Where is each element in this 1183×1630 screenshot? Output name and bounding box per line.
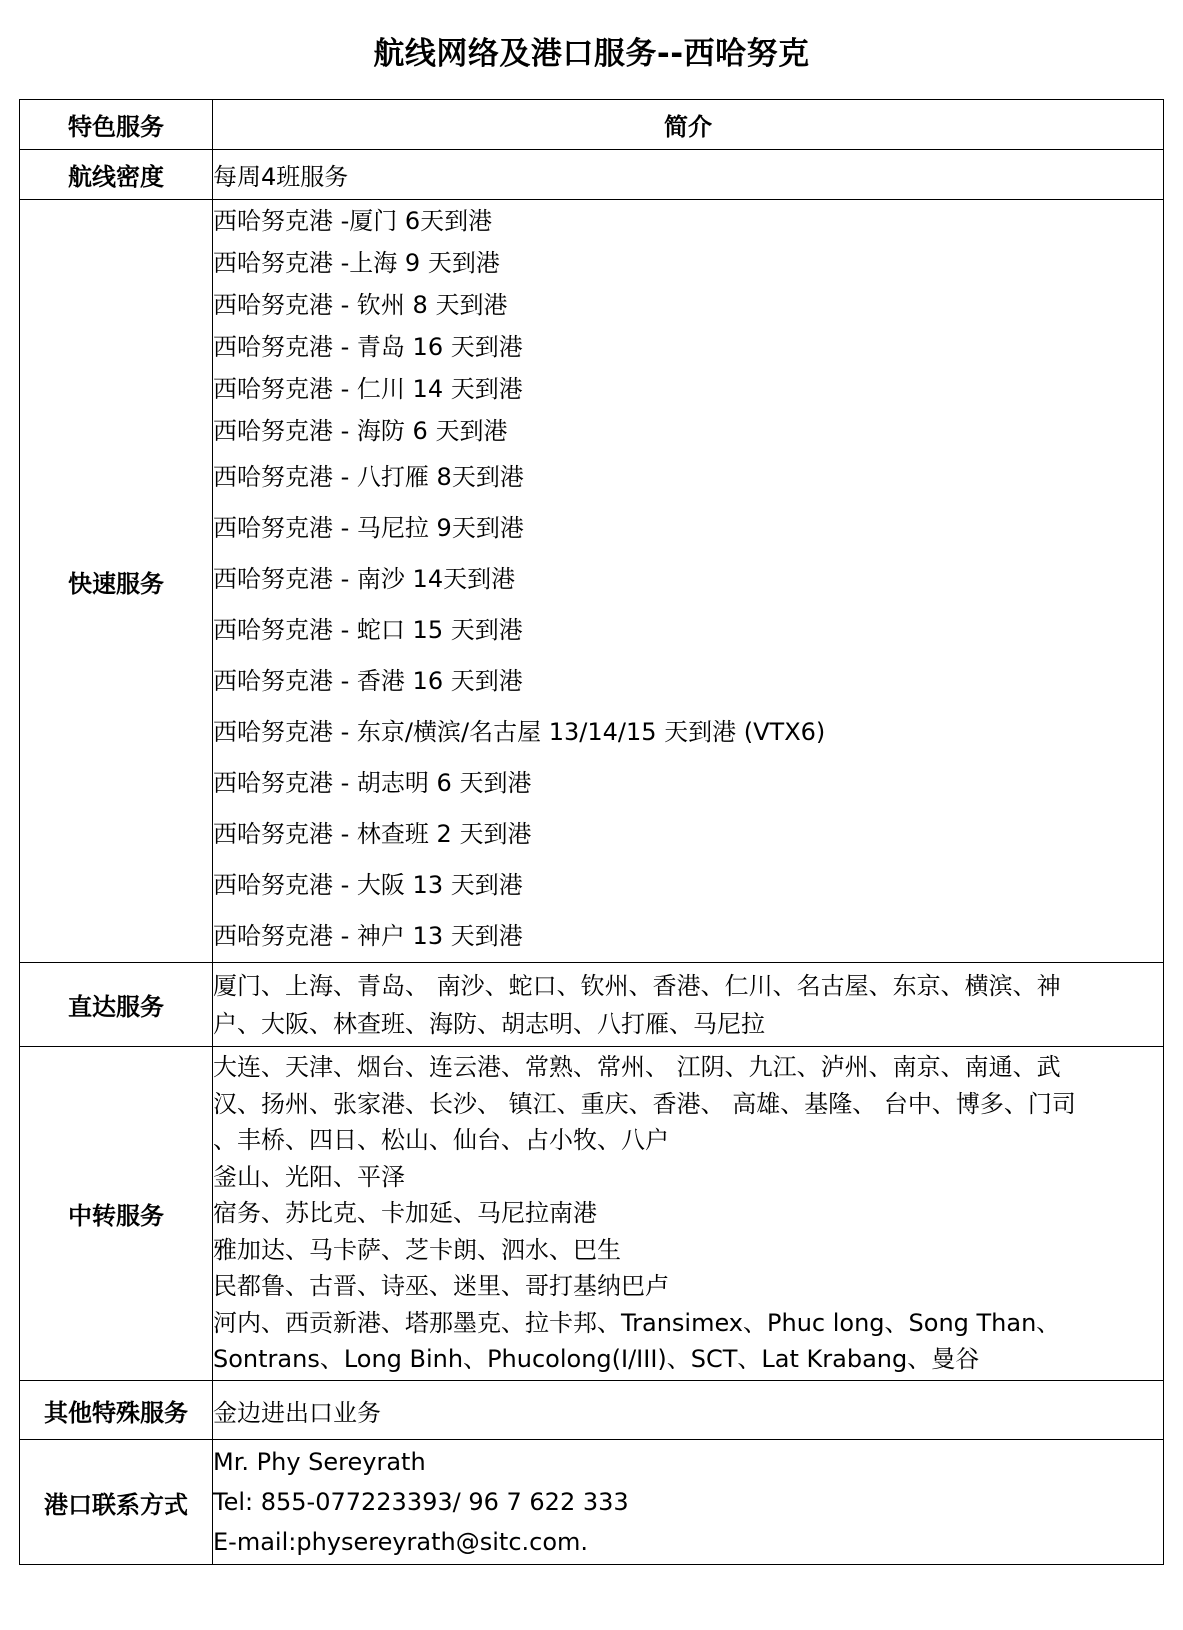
route-item: 西哈努克港 - 青岛 16 天到港 xyxy=(213,333,523,361)
route-item: 西哈努克港 - 香港 16 天到港 xyxy=(213,667,523,695)
page-title: 航线网络及港口服务--西哈努克 xyxy=(373,36,810,72)
route-item: 西哈努克港 - 蛇口 15 天到港 xyxy=(213,616,523,644)
transit-label: 中转服务 xyxy=(20,1047,213,1381)
direct-row xyxy=(20,963,1164,1047)
direct-line: 户、大阪、林查班、海防、胡志明、八打雁、马尼拉 xyxy=(213,1009,765,1038)
service-table xyxy=(19,99,1164,1565)
contact-label: 港口联系方式 xyxy=(20,1440,213,1565)
contact-row xyxy=(20,1440,1164,1565)
transit-line: 民都鲁、古晋、诗巫、迷里、哥打基纳巴卢 xyxy=(213,1272,669,1301)
direct-label: 直达服务 xyxy=(20,963,213,1047)
special-row xyxy=(20,1381,1164,1440)
header-feature: 特色服务 xyxy=(20,100,213,150)
route-item: 西哈努克港 - 林查班 2 天到港 xyxy=(213,820,532,848)
direct-line: 厦门、上海、青岛、 南沙、蛇口、钦州、香港、仁川、名古屋、东京、横滨、神 xyxy=(213,971,1061,1000)
route-item: 西哈努克港 -上海 9 天到港 xyxy=(213,249,500,277)
transit-line: 雅加达、马卡萨、芝卡朗、泗水、巴生 xyxy=(213,1235,621,1264)
transit-line: 河内、西贡新港、塔那墨克、拉卡邦、Transimex、Phuc long、Song Than、 xyxy=(213,1308,1061,1337)
contact-name: Mr. Phy Sereyrath xyxy=(213,1448,426,1476)
transit-line: 大连、天津、烟台、连云港、常熟、常州、 江阴、九江、泸州、南京、南通、武 xyxy=(213,1053,1061,1082)
route-item: 西哈努克港 - 东京/横滨/名古屋 13/14/15 天到港 (VTX6) xyxy=(213,718,826,746)
special-value: 金边进出口业务 xyxy=(213,1381,1164,1440)
direct-value xyxy=(213,963,1164,1047)
route-item: 西哈努克港 - 马尼拉 9天到港 xyxy=(213,514,524,542)
route-item: 西哈努克港 - 大阪 13 天到港 xyxy=(213,871,523,899)
header-intro: 简介 xyxy=(213,100,1164,150)
density-value: 每周4班服务 xyxy=(213,150,1164,200)
contact-phone: Tel: 855-077223393/ 96 7 622 333 xyxy=(213,1488,629,1516)
route-item: 西哈努克港 - 胡志明 6 天到港 xyxy=(213,769,532,797)
express-routes xyxy=(213,200,1164,963)
route-item: 西哈努克港 - 八打雁 8天到港 xyxy=(213,463,524,491)
route-item: 西哈努克港 - 仁川 14 天到港 xyxy=(213,375,523,403)
transit-line: 釜山、光阳、平泽 xyxy=(213,1162,405,1191)
express-row xyxy=(20,200,1164,963)
route-item: 西哈努克港 - 神户 13 天到港 xyxy=(213,922,523,950)
density-label: 航线密度 xyxy=(20,150,213,200)
contact-email: E-mail:physereyrath@sitc.com. xyxy=(213,1528,589,1556)
express-label: 快速服务 xyxy=(20,200,213,963)
transit-value xyxy=(213,1047,1164,1381)
density-row xyxy=(20,150,1164,200)
transit-row xyxy=(20,1047,1164,1381)
transit-line: 、丰桥、四日、松山、仙台、占小牧、八户 xyxy=(213,1126,669,1155)
route-item: 西哈努克港 - 海防 6 天到港 xyxy=(213,417,508,445)
route-item: 西哈努克港 -厦门 6天到港 xyxy=(213,207,493,235)
transit-line: 汉、扬州、张家港、长沙、 镇江、重庆、香港、 高雄、基隆、 台中、博多、门司 xyxy=(213,1089,1076,1118)
route-item: 西哈努克港 - 南沙 14天到港 xyxy=(213,565,516,593)
special-label: 其他特殊服务 xyxy=(20,1381,213,1440)
header-row xyxy=(20,100,1164,150)
transit-line: Sontrans、Long Binh、Phucolong(I/III)、SCT、Lat Krabang、曼谷 xyxy=(213,1345,980,1374)
contact-value xyxy=(213,1440,1164,1565)
route-item: 西哈努克港 - 钦州 8 天到港 xyxy=(213,291,508,319)
transit-line: 宿务、苏比克、卡加延、马尼拉南港 xyxy=(213,1199,597,1228)
